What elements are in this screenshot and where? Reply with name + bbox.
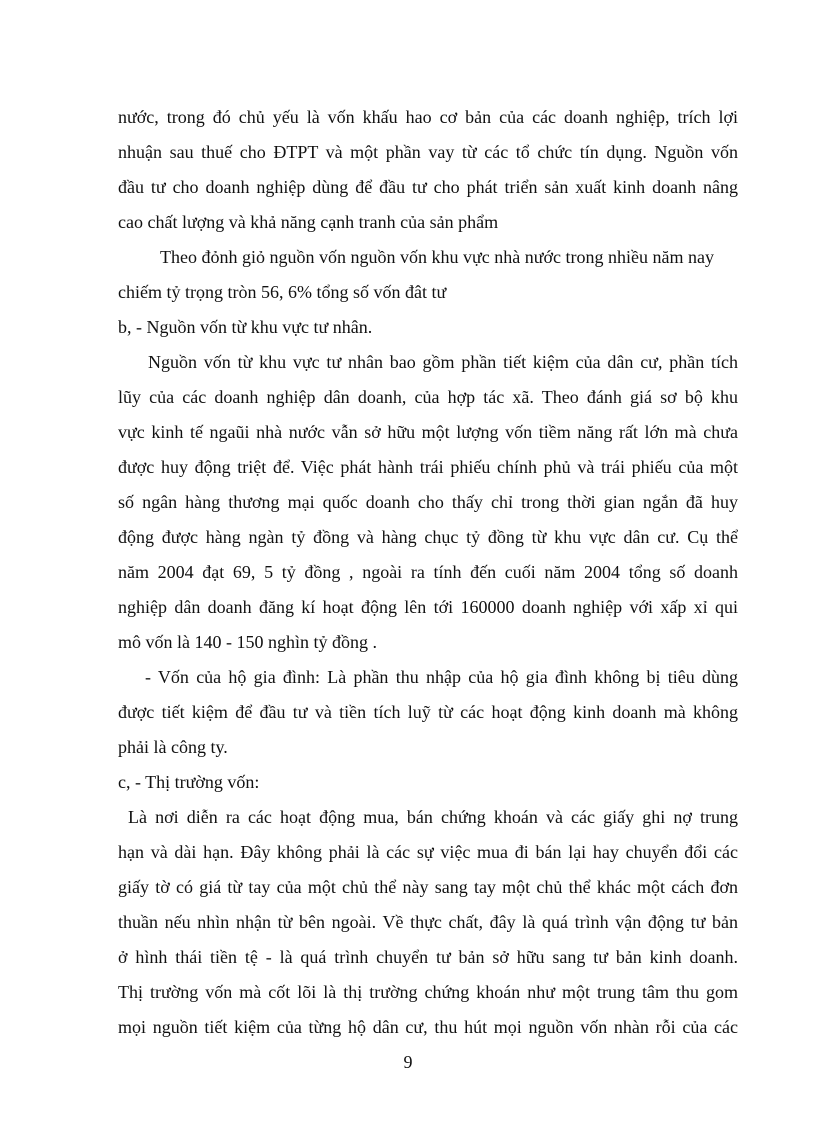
text-line: động được hàng ngàn tỷ đồng và hàng chục tỷ đồng từ khu vực dân cư. Cụ thể [118, 527, 738, 547]
text-line: lũy của các doanh nghiệp dân doanh, của hợp tác xã. Theo đánh giá sơ bộ khu [118, 387, 738, 407]
text-line: vực kinh tế ngaũi nhà nước vẫn sở hữu một lượng vốn tiềm năng rất lớn mà chưa [118, 422, 738, 442]
section-heading-c: c, - Thị trường vốn: [118, 772, 260, 792]
page-number: 9 [403, 1052, 413, 1072]
text-line: mọi nguồn tiết kiệm của từng hộ dân cư, thu hút mọi nguồn vốn nhàn rỗi của các [118, 1017, 738, 1037]
text-line: Theo đỏnh giỏ nguồn vốn nguồn vốn khu vực nhà nước trong nhiều năm nay [160, 247, 714, 267]
text-line: phải là công ty. [118, 737, 228, 757]
text-line: nước, trong đó chủ yếu là vốn khấu hao cơ bản của các doanh nghiệp, trích lợi [118, 107, 738, 127]
text-line: chiếm tỷ trọng tròn 56, 6% tổng số vốn đât tư [118, 282, 447, 302]
text-line: ở hình thái tiền tệ - là quá trình chuyển tư bản sở hữu sang tư bản kinh doanh. [118, 947, 738, 967]
text-line: thuần nếu nhìn nhận từ bên ngoài. Về thực chất, đây là quá trình vận động tư bản [118, 912, 738, 932]
text-line: - Vốn của hộ gia đình: Là phần thu nhập của hộ gia đình không bị tiêu dùng [145, 667, 738, 687]
text-line: Là nơi diễn ra các hoạt động mua, bán chứng khoán và các giấy ghi nợ trung [128, 807, 738, 827]
text-line: Nguồn vốn từ khu vực tư nhân bao gồm phần tiết kiệm của dân cư, phần tích [148, 352, 738, 372]
text-line: mô vốn là 140 - 150 nghìn tỷ đồng . [118, 632, 377, 652]
text-line: nhuận sau thuế cho ĐTPT và một phần vay từ các tổ chức tín dụng. Nguồn vốn [118, 142, 738, 162]
text-line: năm 2004 đạt 69, 5 tỷ đồng , ngoài ra tính đến cuối năm 2004 tổng số doanh [118, 562, 738, 582]
section-heading-b: b, - Nguồn vốn từ khu vực tư nhân. [118, 317, 373, 337]
text-line: được tiết kiệm để đầu tư và tiền tích luỹ từ các hoạt động kinh doanh mà không [118, 702, 738, 722]
text-line: số ngân hàng thương mại quốc doanh cho thấy chỉ trong thời gian ngắn đã huy [118, 492, 738, 512]
text-line: Thị trường vốn mà cốt lõi là thị trường chứng khoán như một trung tâm thu gom [118, 982, 738, 1002]
text-line: hạn và dài hạn. Đây không phải là các sự việc mua đi bán lại hay chuyển đổi các [118, 842, 738, 862]
text-line: cao chất lượng và khả năng cạnh tranh của sản phẩm [118, 212, 499, 232]
text-line: giấy tờ có giá từ tay của một chủ thể này sang tay một chủ thể khác một cách đơn [118, 877, 738, 897]
text-line: đầu tư cho doanh nghiệp dùng để đầu tư cho phát triển sản xuất kinh doanh nâng [118, 177, 738, 197]
text-line: được huy động triệt để. Việc phát hành trái phiếu chính phủ và trái phiếu của một [118, 457, 738, 477]
text-line: nghiệp dân doanh đăng kí hoạt động lên tới 160000 doanh nghiệp với xấp xỉ qui [118, 597, 738, 617]
